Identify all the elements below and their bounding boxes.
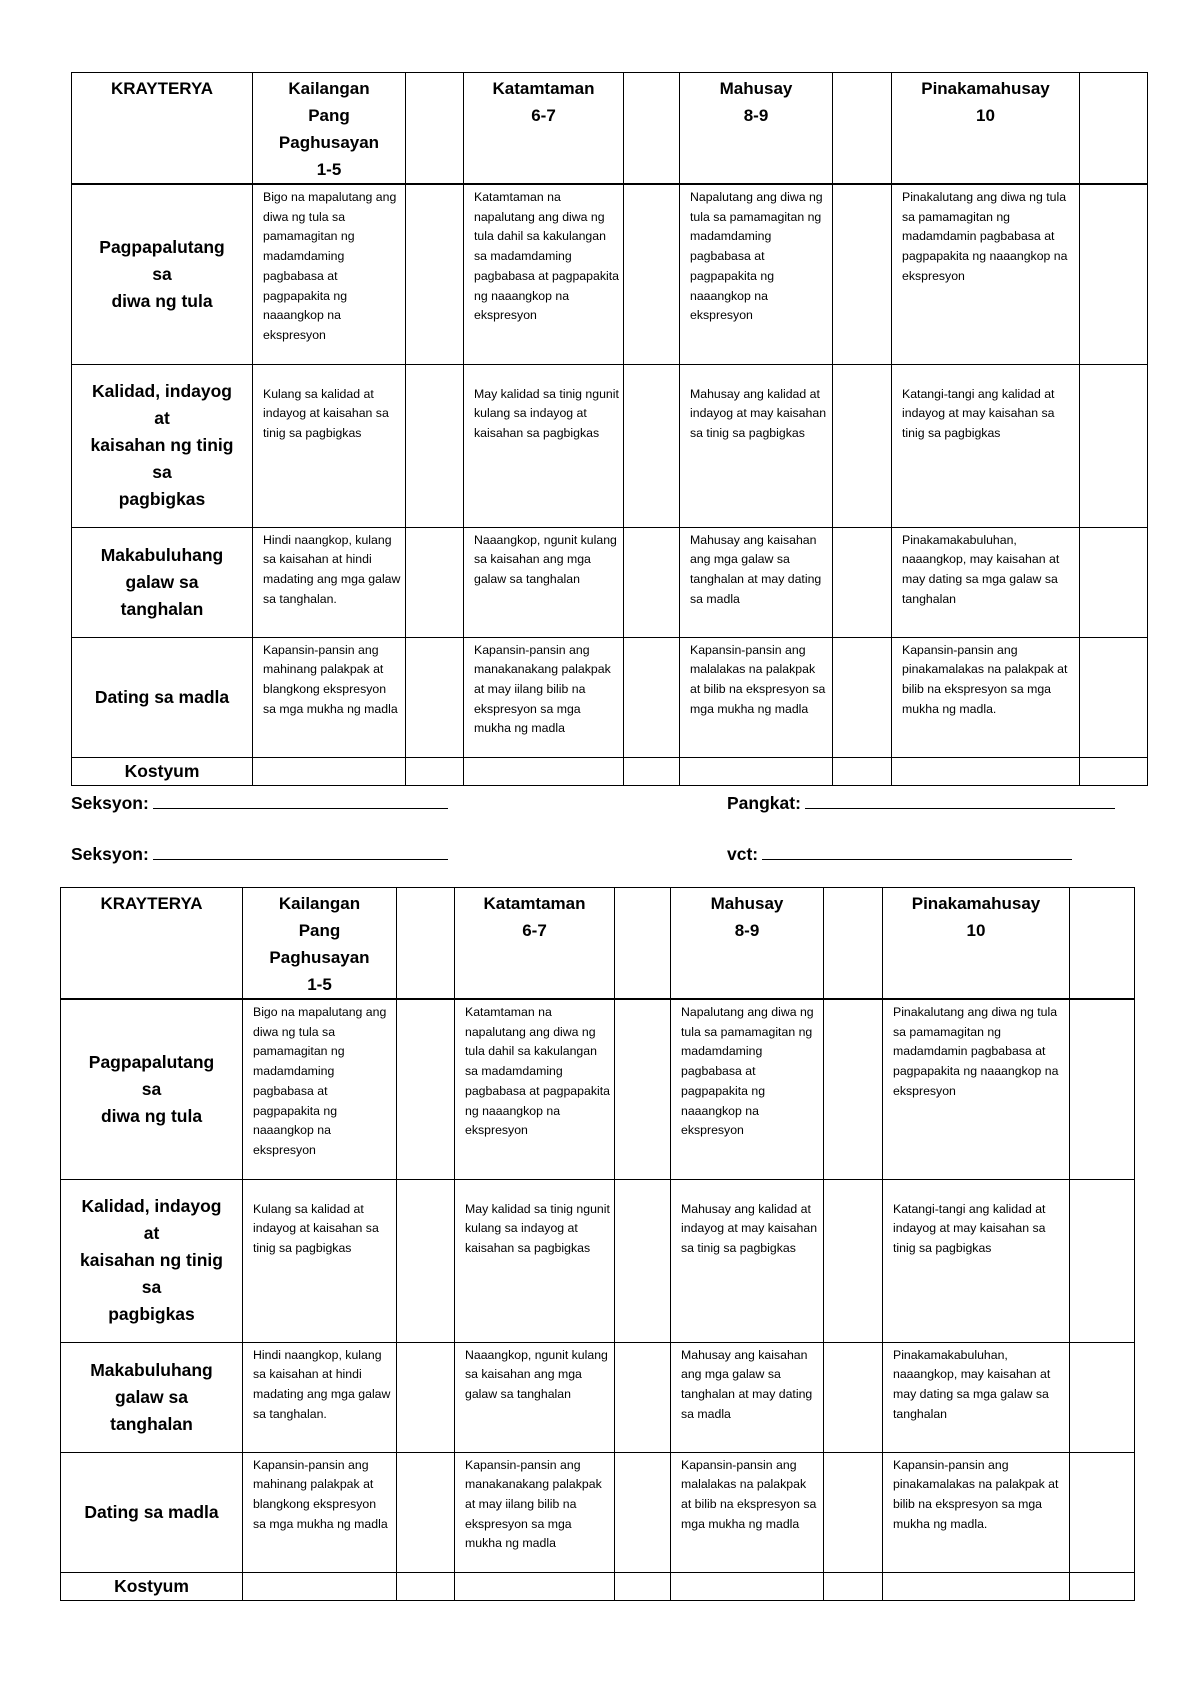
descriptor-cell: Katangi-tangi ang kalidad at indayog at may kaisahan sa tinig sa pagbigkas xyxy=(892,364,1080,527)
vct-label: vct: xyxy=(727,844,759,864)
descriptor-cell: May kalidad sa tinig ngunit kulang sa indayog at kaisahan sa pagbigkas xyxy=(455,1179,615,1342)
score-cell[interactable] xyxy=(1070,1179,1135,1342)
group-line xyxy=(727,792,1115,814)
criteria-header xyxy=(72,73,253,185)
score-cell[interactable] xyxy=(1080,184,1148,364)
score-cell[interactable] xyxy=(455,1572,615,1600)
level-header-line: 8-9 xyxy=(743,106,769,125)
descriptor-cell: Bigo na mapalutang ang diwa ng tula sa pamamagitan ng madamdaming pagbabasa at pagpapakita ng naaangkop na ekspresyon xyxy=(243,999,397,1179)
level-header-mahusay xyxy=(671,888,824,1000)
score-cell[interactable] xyxy=(1070,1572,1135,1600)
descriptor-cell: May kalidad sa tinig ngunit kulang sa indayog at kaisahan sa pagbigkas xyxy=(464,364,624,527)
score-cell[interactable] xyxy=(833,757,892,785)
score-cell[interactable] xyxy=(1080,73,1148,185)
descriptor-cell: Pinakamakabuluhan, naaangkop, may kaisahan at may dating sa mga galaw sa tanghalan xyxy=(883,1342,1070,1452)
level-header-line: Pang xyxy=(308,106,350,125)
descriptor-cell: Kapansin-pansin ang malalakas na palakpak at bilib na ekspresyon sa mga mukha ng madla xyxy=(680,637,833,757)
criterion-label xyxy=(72,527,253,637)
criterion-line: at xyxy=(143,1223,160,1243)
criterion-line: Dating sa madla xyxy=(84,1501,219,1522)
score-cell[interactable] xyxy=(624,364,680,527)
level-header-line: Pinakamahusay xyxy=(911,894,1041,913)
vct-line xyxy=(727,843,1072,865)
score-cell[interactable] xyxy=(406,73,464,185)
criterion-line: sa xyxy=(152,263,172,284)
criterion-line: Pagpapalutang xyxy=(88,1051,215,1072)
score-cell[interactable] xyxy=(1070,1452,1135,1572)
criterion-line: sa xyxy=(141,1277,162,1297)
section-blank-field[interactable] xyxy=(153,792,448,809)
rubric-table-2 xyxy=(60,887,1135,1601)
descriptor-cell: Pinakamakabuluhan, naaangkop, may kaisahan at may dating sa mga galaw sa tanghalan xyxy=(892,527,1080,637)
score-cell[interactable] xyxy=(892,757,1080,785)
vct-blank-field[interactable] xyxy=(762,843,1072,860)
score-cell[interactable] xyxy=(1080,527,1148,637)
section-blank-field-2[interactable] xyxy=(153,843,448,860)
level-header-line: Pinakamahusay xyxy=(921,79,1050,98)
level-header-line: Kailangan xyxy=(288,79,370,98)
score-cell[interactable] xyxy=(406,184,464,364)
level-header-katamtaman xyxy=(455,888,615,1000)
score-cell[interactable] xyxy=(624,184,680,364)
descriptor-cell: Mahusay ang kalidad at indayog at may kaisahan sa tinig sa pagbigkas xyxy=(671,1179,824,1342)
descriptor-cell: Kapansin-pansin ang manakanakang palakpak at may iilang bilib na ekspresyon sa mga mukha ng madla xyxy=(464,637,624,757)
level-header-kailangan xyxy=(253,73,406,185)
score-cell[interactable] xyxy=(397,1179,455,1342)
level-header-line: 1-5 xyxy=(307,975,332,994)
rubric-row-kostyum xyxy=(72,757,1148,785)
criterion-line: Kalidad, indayog xyxy=(91,381,233,401)
criteria-header-label: KRAYTERYA xyxy=(100,894,203,913)
rubric-row-pagpapalutang xyxy=(61,999,1135,1179)
score-cell[interactable] xyxy=(397,888,455,1000)
group-label: Pangkat: xyxy=(727,793,801,813)
score-cell[interactable] xyxy=(397,1572,455,1600)
criterion-label xyxy=(61,999,243,1179)
criterion-line: Kalidad, indayog xyxy=(81,1196,222,1216)
descriptor-cell: Napalutang ang diwa ng tula sa pamamagitan ng madamdaming pagbabasa at pagpapakita ng naaangkop na ekspresyon xyxy=(671,999,824,1179)
score-cell[interactable] xyxy=(824,1179,883,1342)
criterion-line: pagbigkas xyxy=(118,489,206,509)
criterion-label xyxy=(72,364,253,527)
descriptor-cell: Naaangkop, ngunit kulang sa kaisahan ang mga galaw sa tanghalan xyxy=(455,1342,615,1452)
criterion-line: kaisahan ng tinig xyxy=(90,435,234,455)
score-cell[interactable] xyxy=(253,757,406,785)
kostyum-label: Kostyum xyxy=(72,757,253,785)
descriptor-cell: Kapansin-pansin ang mahinang palakpak at blangkong ekspresyon sa mga mukha ng madla xyxy=(243,1452,397,1572)
score-cell[interactable] xyxy=(680,757,833,785)
score-cell[interactable] xyxy=(824,999,883,1179)
score-cell[interactable] xyxy=(824,1572,883,1600)
criterion-line: kaisahan ng tinig xyxy=(80,1250,223,1270)
score-cell[interactable] xyxy=(615,1179,671,1342)
descriptor-cell: Katangi-tangi ang kalidad at indayog at may kaisahan sa tinig sa pagbigkas xyxy=(883,1179,1070,1342)
score-cell[interactable] xyxy=(1080,757,1148,785)
descriptor-cell: Kapansin-pansin ang manakanakang palakpak at may iilang bilib na ekspresyon sa mga mukha ng madla xyxy=(455,1452,615,1572)
rubric-header-row xyxy=(61,888,1135,1000)
score-cell[interactable] xyxy=(615,1572,671,1600)
score-cell[interactable] xyxy=(406,364,464,527)
descriptor-cell: Mahusay ang kaisahan ang mga galaw sa tanghalan at may dating sa madla xyxy=(680,527,833,637)
rubric-row-kostyum xyxy=(61,1572,1135,1600)
descriptor-cell: Mahusay ang kalidad at indayog at may kaisahan sa tinig sa pagbigkas xyxy=(680,364,833,527)
section-line-2 xyxy=(71,843,448,865)
score-cell[interactable] xyxy=(615,1452,671,1572)
rubric-row-galaw xyxy=(72,527,1148,637)
descriptor-cell: Kapansin-pansin ang mahinang palakpak at blangkong ekspresyon sa mga mukha ng madla xyxy=(253,637,406,757)
criterion-line: galaw sa xyxy=(115,1386,188,1407)
level-header-line: Kailangan xyxy=(278,894,361,913)
criterion-label xyxy=(72,637,253,757)
descriptor-cell: Bigo na mapalutang ang diwa ng tula sa pamamagitan ng madamdaming pagbabasa at pagpapakita ng naaangkop na ekspresyon xyxy=(253,184,406,364)
descriptor-cell: Naaangkop, ngunit kulang sa kaisahan ang mga galaw sa tanghalan xyxy=(464,527,624,637)
score-cell[interactable] xyxy=(883,1572,1070,1600)
criterion-label xyxy=(61,1452,243,1572)
rubric-row-dating xyxy=(72,637,1148,757)
kostyum-label: Kostyum xyxy=(61,1572,243,1600)
score-cell[interactable] xyxy=(824,1342,883,1452)
score-cell[interactable] xyxy=(833,184,892,364)
criterion-line: Makabuluhang xyxy=(90,1359,213,1380)
section-label: Seksyon: xyxy=(71,793,149,813)
score-cell[interactable] xyxy=(615,888,671,1000)
descriptor-cell: Pinakalutang ang diwa ng tula sa pamamagitan ng madamdamin pagbabasa at pagpapakita ng naaangkop na ekspresyon xyxy=(892,184,1080,364)
level-header-line: 1-5 xyxy=(316,160,342,179)
level-header-katamtaman xyxy=(464,73,624,185)
descriptor-cell: Kapansin-pansin ang pinakamalakas na palakpak at bilib na ekspresyon sa mga mukha ng madla. xyxy=(892,637,1080,757)
criterion-line: sa xyxy=(141,1078,162,1099)
descriptor-cell: Kapansin-pansin ang pinakamalakas na palakpak at bilib na ekspresyon sa mga mukha ng madla. xyxy=(883,1452,1070,1572)
criteria-header-label: KRAYTERYA xyxy=(110,79,214,98)
descriptor-cell: Hindi naangkop, kulang sa kaisahan at hindi madating ang mga galaw sa tanghalan. xyxy=(243,1342,397,1452)
descriptor-cell: Katamtaman na napalutang ang diwa ng tula dahil sa kakulangan sa madamdaming pagbabasa at pagpapakita ng naaangkop na ekspresyon xyxy=(464,184,624,364)
score-cell[interactable] xyxy=(406,757,464,785)
level-header-line: 10 xyxy=(966,921,986,940)
score-cell[interactable] xyxy=(824,888,883,1000)
descriptor-cell: Katamtaman na napalutang ang diwa ng tula dahil sa kakulangan sa madamdaming pagbabasa at pagpapakita ng naaangkop na ekspresyon xyxy=(455,999,615,1179)
level-header-line: Mahusay xyxy=(719,79,793,98)
score-cell[interactable] xyxy=(1070,999,1135,1179)
rubric-header-row xyxy=(72,73,1148,185)
rubric-row-galaw xyxy=(61,1342,1135,1452)
score-cell[interactable] xyxy=(397,1452,455,1572)
level-header-line: Katamtaman xyxy=(483,894,586,913)
score-cell[interactable] xyxy=(243,1572,397,1600)
section-line-1 xyxy=(71,792,448,814)
criterion-line: diwa ng tula xyxy=(111,290,213,311)
score-cell[interactable] xyxy=(397,1342,455,1452)
score-cell[interactable] xyxy=(624,637,680,757)
score-cell[interactable] xyxy=(406,527,464,637)
criterion-label xyxy=(72,184,253,364)
criterion-line: tanghalan xyxy=(110,1413,193,1434)
criterion-line: galaw sa xyxy=(125,571,199,592)
level-header-line: 8-9 xyxy=(734,921,760,940)
rubric-row-kalidad xyxy=(61,1179,1135,1342)
rubric-row-pagpapalutang xyxy=(72,184,1148,364)
section-label-2: Seksyon: xyxy=(71,844,149,864)
score-cell[interactable] xyxy=(1070,888,1135,1000)
level-header-mahusay xyxy=(680,73,833,185)
criterion-line: at xyxy=(154,408,170,428)
score-cell[interactable] xyxy=(1080,637,1148,757)
rubric-row-dating xyxy=(61,1452,1135,1572)
criterion-line: Pagpapalutang xyxy=(99,236,225,257)
score-cell[interactable] xyxy=(833,527,892,637)
group-blank-field[interactable] xyxy=(805,792,1115,809)
level-header-line: 10 xyxy=(976,106,995,125)
criterion-line: diwa ng tula xyxy=(100,1105,203,1126)
score-cell[interactable] xyxy=(406,637,464,757)
level-header-line: Paghusayan xyxy=(278,133,380,152)
criterion-label xyxy=(61,1342,243,1452)
score-cell[interactable] xyxy=(1080,364,1148,527)
score-cell[interactable] xyxy=(833,364,892,527)
score-cell[interactable] xyxy=(624,73,680,185)
descriptor-cell: Mahusay ang kaisahan ang mga galaw sa tanghalan at may dating sa madla xyxy=(671,1342,824,1452)
level-header-kailangan xyxy=(243,888,397,1000)
level-header-line: Pang xyxy=(298,921,341,940)
criterion-line: Makabuluhang xyxy=(100,544,224,565)
level-header-line: 6-7 xyxy=(531,106,556,125)
criterion-line: Dating sa madla xyxy=(94,686,230,707)
score-cell[interactable] xyxy=(833,73,892,185)
criteria-header xyxy=(61,888,243,1000)
criterion-line: pagbigkas xyxy=(108,1304,195,1324)
level-header-line: Katamtaman xyxy=(492,79,595,98)
score-cell[interactable] xyxy=(464,757,624,785)
descriptor-cell: Kapansin-pansin ang malalakas na palakpak at bilib na ekspresyon sa mga mukha ng madla xyxy=(671,1452,824,1572)
score-cell[interactable] xyxy=(624,527,680,637)
criterion-line: sa xyxy=(152,462,172,482)
descriptor-cell: Pinakalutang ang diwa ng tula sa pamamagitan ng madamdamin pagbabasa at pagpapakita ng naaangkop na ekspresyon xyxy=(883,999,1070,1179)
score-cell[interactable] xyxy=(671,1572,824,1600)
level-header-line: Mahusay xyxy=(710,894,784,913)
descriptor-cell: Napalutang ang diwa ng tula sa pamamagitan ng madamdaming pagbabasa at pagpapakita ng naaangkop na ekspresyon xyxy=(680,184,833,364)
score-cell[interactable] xyxy=(1070,1342,1135,1452)
descriptor-cell: Kulang sa kalidad at indayog at kaisahan sa tinig sa pagbigkas xyxy=(253,364,406,527)
level-header-line: 6-7 xyxy=(522,921,547,940)
score-cell[interactable] xyxy=(615,1342,671,1452)
level-header-line: Paghusayan xyxy=(269,948,370,967)
score-cell[interactable] xyxy=(615,999,671,1179)
descriptor-cell: Hindi naangkop, kulang sa kaisahan at hindi madating ang mga galaw sa tanghalan. xyxy=(253,527,406,637)
descriptor-cell: Kulang sa kalidad at indayog at kaisahan sa tinig sa pagbigkas xyxy=(243,1179,397,1342)
level-header-pinakamahusay xyxy=(883,888,1070,1000)
criterion-line: tanghalan xyxy=(120,598,204,619)
score-cell[interactable] xyxy=(397,999,455,1179)
score-cell[interactable] xyxy=(833,637,892,757)
rubric-table-1 xyxy=(71,72,1148,786)
rubric-row-kalidad xyxy=(72,364,1148,527)
criterion-label xyxy=(61,1179,243,1342)
score-cell[interactable] xyxy=(824,1452,883,1572)
score-cell[interactable] xyxy=(624,757,680,785)
level-header-pinakamahusay xyxy=(892,73,1080,185)
